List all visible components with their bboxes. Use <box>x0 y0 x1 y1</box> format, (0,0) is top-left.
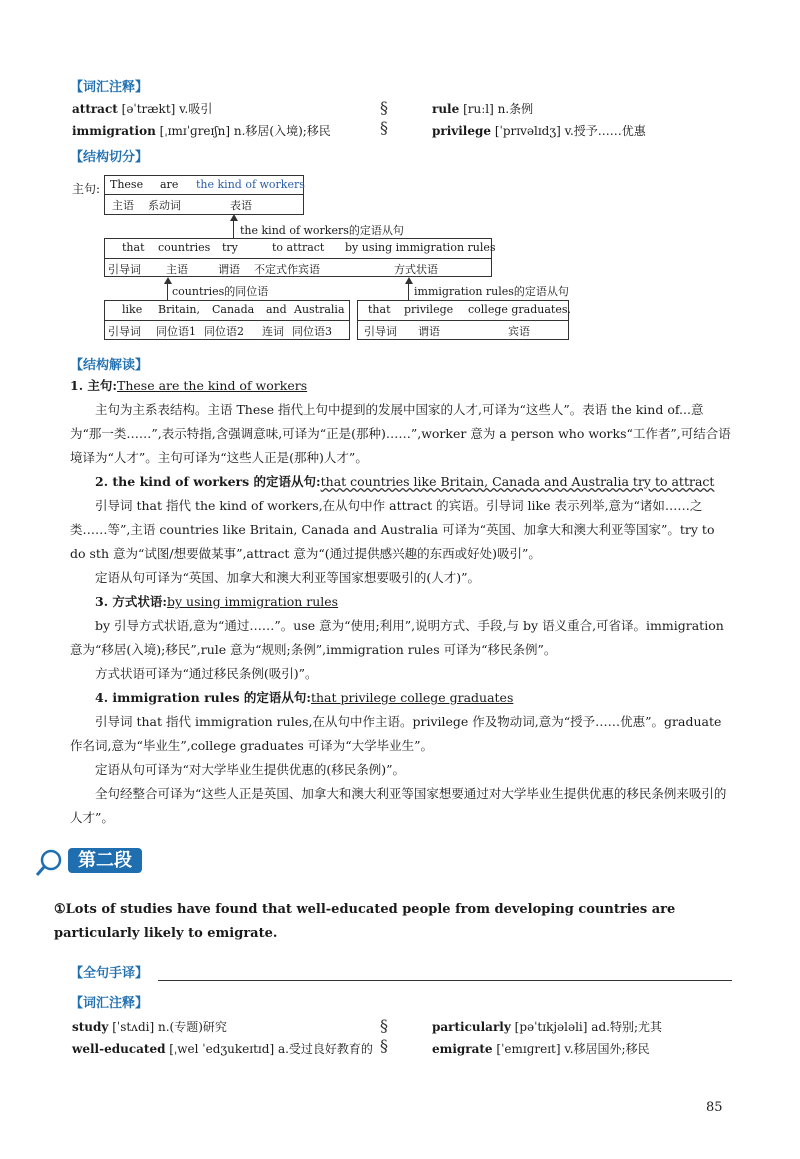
word: These <box>110 178 144 191</box>
vocab-study: study [ˈstʌdi] n.(专题)研究 <box>72 1020 227 1034</box>
role: 连词 <box>262 325 284 338</box>
appositive-label: countries的同位语 <box>172 285 269 298</box>
word: Australia <box>294 303 345 316</box>
point-4-text: 引导词 that 指代 immigration rules,在从句中作主语。privilege 作及物动词,意为“授予……优惠”。graduate 作名词,意为“毕业生”,college graduates 可译为“大学毕业生”。 <box>70 714 722 753</box>
point-1-title: 1. 主句:These are the kind of workers <box>70 378 308 393</box>
word: by using immigration rules <box>345 241 496 254</box>
analysis-body <box>70 374 732 830</box>
vocab-privilege: privilege [ˈprɪvəlɪdʒ] v.授予……优惠 <box>432 124 646 138</box>
word: Britain, <box>158 303 200 316</box>
vocab-emigrate: emigrate [ˈemɪɡreɪt] v.移居国外;移民 <box>432 1042 650 1056</box>
translation-blank[interactable] <box>158 980 732 981</box>
analysis-header: 【结构解读】 <box>70 358 149 373</box>
role: 系动词 <box>148 199 181 212</box>
point-4-title: 4. immigration rules 的定语从句:that privilege college graduates <box>95 690 514 705</box>
point-3-text: by 引导方式状语,意为“通过……”。use 意为“使用;利用”,说明方式、手段,与 by 语义重合,可省译。immigration 意为“移居(入境);移民”,rule 意为“规则;条例”,immigration rules 可译为“移民条例”。 <box>70 618 724 657</box>
role: 主语 <box>166 263 188 276</box>
role: 引导词 <box>108 325 141 338</box>
role: 谓语 <box>218 263 240 276</box>
translation-label: 【全句手译】 <box>70 966 149 981</box>
relative-clause-label-2: immigration rules的定语从句 <box>414 285 569 298</box>
page-number: 85 <box>706 1100 723 1115</box>
magnifier-icon <box>34 848 64 882</box>
word: the kind of workers <box>196 178 305 191</box>
word: that <box>368 303 391 316</box>
sentence-1: ①Lots of studies have found that well-educated people from developing countries are particularly likely to emigrate. <box>54 902 676 941</box>
structure-header: 【结构切分】 <box>70 150 149 165</box>
word: like <box>122 303 143 316</box>
divider-squiggle: § <box>380 118 388 137</box>
word: college graduates. <box>468 303 571 316</box>
role: 主语 <box>112 199 134 212</box>
point-2-text: 引导词 that 指代 the kind of workers,在从句中作 attract 的宾语。引导词 like 表示列举,意为“诸如……之类……等”,主语 countries like Britain, Canada and Australia 可译为“英国、加拿大和澳大利亚等国家”。try to do sth 意为“试图/想要做某事”,attract 意为“(通过提供感兴趣的东西或好处)吸引”。 <box>70 498 715 561</box>
role: 同位语2 <box>204 325 244 338</box>
word: Canada <box>212 303 255 316</box>
word: that <box>122 241 145 254</box>
role: 引导词 <box>364 325 397 338</box>
vocab-attract: attract [əˈtrækt] v.吸引 <box>72 102 213 116</box>
role: 同位语3 <box>292 325 332 338</box>
section-2-title: 第二段 <box>68 846 142 872</box>
summary-text: 全句经整合可译为“这些人正是英国、加拿大和澳大利亚等国家想要通过对大学毕业生提供优惠的移民条例来吸引的人才”。 <box>70 786 727 825</box>
point-4-text2: 定语从句可译为“对大学毕业生提供优惠的(移民条例)”。 <box>95 762 406 777</box>
point-3-text2: 方式状语可译为“通过移民条例(吸引)”。 <box>95 666 318 681</box>
word: to attract <box>272 241 325 254</box>
vocab-header: 【词汇注释】 <box>70 80 149 95</box>
divider-squiggle: § <box>380 98 388 117</box>
vocab-well-educated: well-educated [ˌwel ˈedʒukeɪtɪd] a.受过良好教育的 <box>72 1042 373 1056</box>
word: try <box>222 241 238 254</box>
vocab-rule: rule [ruːl] n.条例 <box>432 102 534 116</box>
relative-clause-label: the kind of workers的定语从句 <box>240 224 404 237</box>
point-2-text2: 定语从句可译为“英国、加拿大和澳大利亚等国家想要吸引的(人才)”。 <box>95 570 481 585</box>
word: privilege <box>404 303 454 316</box>
role: 方式状语 <box>394 263 438 276</box>
point-2-title: 2. the kind of workers 的定语从句:that countries like Britain, Canada and Australia try to attract <box>95 474 715 489</box>
point-1-text: 主句为主系表结构。主语 These 指代上句中提到的发展中国家的人才,可译为“这些人”。表语 the kind of...意为“那一类……”,表示特指,含强调意味,可译为“正是(那种)……”,worker 意为 a person who works“工作者”,可结合语境译为“人才”。主句可译为“这些人正是(那种)人才”。 <box>70 402 731 465</box>
divider-squiggle: § <box>380 1016 388 1035</box>
point-3-title: 3. 方式状语:by using immigration rules <box>95 594 339 609</box>
role: 同位语1 <box>156 325 196 338</box>
vocab-immigration: immigration [ˌɪmɪˈɡreɪʃn] n.移居(入境);移民 <box>72 124 331 138</box>
role: 谓语 <box>418 325 440 338</box>
vocab-header-2: 【词汇注释】 <box>70 996 149 1011</box>
role: 不定式作宾语 <box>254 263 320 276</box>
vocab-particularly: particularly [pəˈtɪkjələli] ad.特别;尤其 <box>432 1020 662 1034</box>
divider-squiggle: § <box>380 1036 388 1055</box>
main-clause-label: 主句: <box>72 182 101 196</box>
word: are <box>160 178 179 191</box>
word: countries <box>158 241 211 254</box>
word: and <box>266 303 287 316</box>
role: 表语 <box>230 199 252 212</box>
role: 引导词 <box>108 263 141 276</box>
role: 宾语 <box>508 325 530 338</box>
